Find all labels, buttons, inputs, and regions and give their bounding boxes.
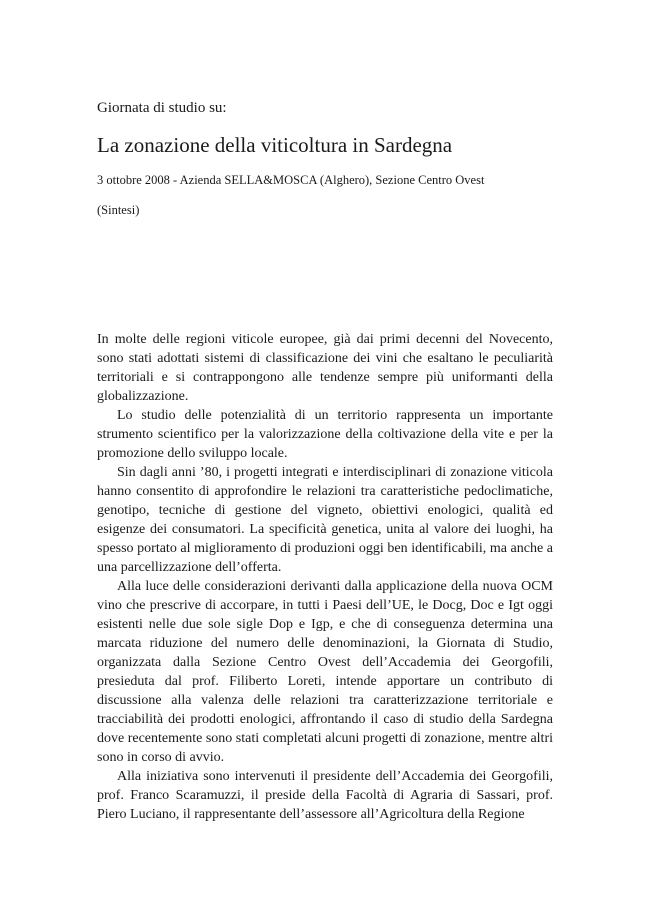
event-kicker: Giornata di studio su: (97, 100, 227, 116)
paragraph-5: Alla iniziativa sono intervenuti il presidente dell’Accademia dei Georgofili, prof. Franco Scaramuzzi, il preside della Facoltà di Agraria di Sassari, prof. Piero Luciano, il rappresentante dell’assessore all’Agricoltura della Regione (97, 769, 553, 822)
summary-note: (Sintesi) (97, 203, 140, 217)
paragraph-3: Sin dagli anni ’80, i progetti integrati e interdisciplinari di zonazione viticola hanno consentito di approfondire le relazioni tra caratteristiche pedoclimatiche, genotipo, tecniche di gestione del vigneto, obiettivi enologici, qualità ed esigenze dei consumatori. La specificità genetica, unita al valore dei luoghi, ha spesso portato al miglioramento di produzioni oggi ben identificabili, ma anche a una parcellizzazione dell’offerta. (97, 465, 553, 575)
paragraph-1: In molte delle regioni viticole europee, già dai primi decenni del Novecento, sono stati adottati sistemi di classificazione dei vini che esaltano le peculiarità territoriali e si contrappongono alle tendenze sempre più uniformanti della globalizzazione. (97, 332, 553, 404)
event-details: 3 ottobre 2008 - Azienda SELLA&MOSCA (Alghero), Sezione Centro Ovest (97, 173, 485, 187)
paragraph-4: Alla luce delle considerazioni derivanti dalla applicazione della nuova OCM vino che prescrive di accorpare, in tutti i Paesi dell’UE, le Docg, Doc e Igt oggi esistenti nelle due sole sigle Dop e Igp, e che di conseguenza determina una marcata riduzione del numero delle denominazioni, la Giornata di Studio, organizzata dalla Sezione Centro Ovest dell’Accademia dei Georgofili, presieduta dal prof. Filiberto Loreti, intende apportare un contributo di discussione alla valenza delle relazioni tra caratterizzazione territoriale e tracciabilità dei prodotti enologici, affrontando il caso di studio della Sardegna dove recentemente sono stati completati alcuni progetti di zonazione, mentre altri sono in corso di avvio. (97, 579, 553, 765)
page-title: La zonazione della viticoltura in Sardegna (97, 133, 453, 157)
document-header (97, 98, 557, 218)
body-text (97, 330, 553, 824)
paragraph-2: Lo studio delle potenzialità di un territorio rappresenta un importante strumento scientifico per la valorizzazione della coltivazione della vite e per la promozione dello sviluppo locale. (97, 408, 553, 461)
